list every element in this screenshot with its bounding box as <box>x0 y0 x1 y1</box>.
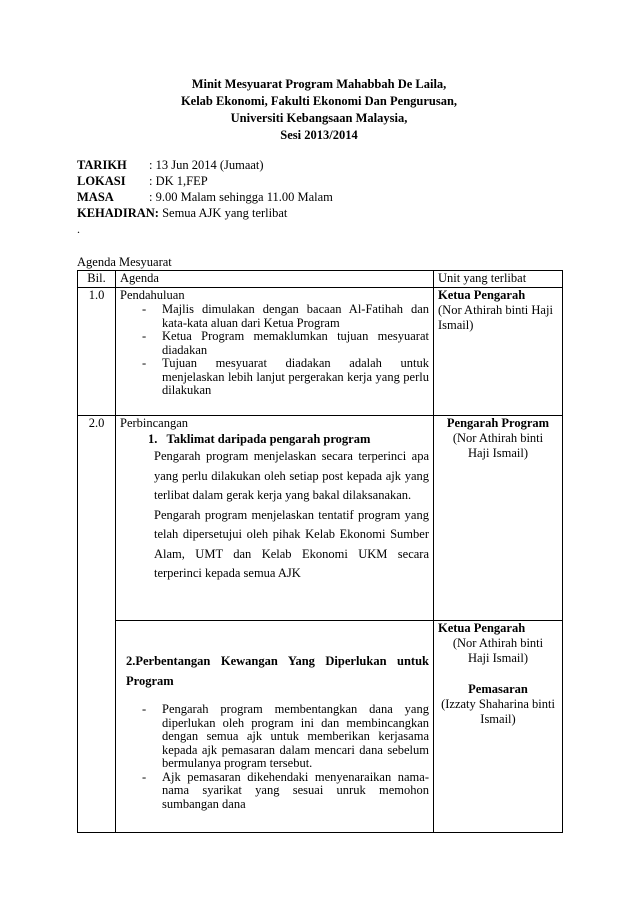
date-row <box>77 157 333 173</box>
row-3-unit-role-1: Ketua Pengarah <box>438 621 526 635</box>
attendance-label: KEHADIRAN: <box>77 206 159 220</box>
date-value: : 13 Jun 2014 (Jumaat) <box>149 158 264 172</box>
row-1-bil: 1.0 <box>78 288 116 416</box>
meeting-details <box>77 157 333 221</box>
row-3-unit-person-2: (Izzaty Shaharina binti Ismail) <box>441 697 555 726</box>
minutes-title <box>0 76 638 144</box>
header-bil: Bil. <box>78 271 116 288</box>
time-row <box>77 189 333 205</box>
row-3-unit-person-1: (Nor Athirah binti Haji Ismail) <box>452 636 544 665</box>
header-unit: Unit yang terlibat <box>434 271 563 288</box>
row-1-list <box>120 303 429 398</box>
agenda-table <box>77 270 563 833</box>
row-2-subtitle: 1. Taklimat daripada pengarah program <box>148 432 371 446</box>
row-3-subtitle: 2.Perbentangan Kewangan Yang Diperlukan untuk Program <box>126 654 429 688</box>
row-3-list <box>120 703 429 811</box>
table-row <box>78 621 563 833</box>
row-1-unit-person: (Nor Athirah binti Haji Ismail) <box>438 303 553 332</box>
list-item: - Tujuan mesyuarat diadakan adalah untuk menjelaskan lebih lanjut pergerakan kerja yang perlu dilakukan <box>142 357 429 398</box>
list-item: - Ajk pemasaran dikehendaki menyenaraikan nama-nama syarikat yang sesuai unruk memohon sumbangan dana <box>142 771 429 812</box>
title-line-1: Minit Mesyuarat Program Mahabbah De Laila, <box>191 77 447 91</box>
row-1-agenda <box>116 288 434 416</box>
row-2-unit-role: Pengarah Program <box>446 416 550 430</box>
table-header-row <box>78 271 563 288</box>
row-3-unit-role-2: Pemasaran <box>468 682 528 696</box>
row-1-title: Pendahuluan <box>120 288 185 302</box>
row-2-agenda <box>116 416 434 621</box>
title-line-2: Kelab Ekonomi, Fakulti Ekonomi Dan Pengurusan, <box>180 94 458 108</box>
list-item: - Ketua Program memaklumkan tujuan mesyuarat diadakan <box>142 330 429 357</box>
location-value: : DK 1,FEP <box>149 174 208 188</box>
row-1-unit-role: Ketua Pengarah <box>438 288 526 302</box>
stray-dot: . <box>77 222 80 236</box>
title-line-4: Sesi 2013/2014 <box>280 128 358 142</box>
list-item: - Pengarah program membentangkan dana yang diperlukan oleh program ini dan membincangkan dengan semua ajk untuk memberikan kerjasama kepada ajk pemasaran dalam mencari dana sebelum bermulanya program tersebut. <box>142 703 429 771</box>
date-label: TARIKH <box>77 158 127 172</box>
attendance-value: Semua AJK yang terlibat <box>158 206 288 220</box>
row-2-bil: 2.0 <box>78 416 116 833</box>
row-3-agenda <box>116 621 434 833</box>
row-2-title: Perbincangan <box>120 416 189 430</box>
attendance-row <box>77 205 333 221</box>
time-value: : 9.00 Malam sehingga 11.00 Malam <box>149 190 333 204</box>
header-agenda: Agenda <box>116 271 434 288</box>
location-row <box>77 173 333 189</box>
agenda-heading: Agenda Mesyuarat <box>77 255 172 269</box>
list-item: - Majlis dimulakan dengan bacaan Al-Fatihah dan kata-kata aluan dari Ketua Program <box>142 303 429 330</box>
row-2-unit-person: (Nor Athirah binti Haji Ismail) <box>452 431 544 460</box>
row-2-paragraph-1: Pengarah program menjelaskan secara terperinci apa yang perlu dilakukan oleh setiap post kepada ajk yang terlibat dalam gerak kerja yang bakal dilaksanakan. <box>154 449 429 502</box>
time-label: MASA <box>77 190 114 204</box>
location-label: LOKASI <box>77 174 126 188</box>
table-row <box>78 416 563 621</box>
row-2-paragraph-2: Pengarah program menjelaskan tentatif program yang telah dipersetujui oleh pihak Kelab Ekonomi Sumber Alam, UMT dan Kelab Ekonomi UKM secara terperinci kepada semua AJK <box>154 507 429 580</box>
row-3-unit <box>434 621 563 833</box>
title-line-3: Universiti Kebangsaan Malaysia, <box>230 111 408 125</box>
row-1-unit <box>434 288 563 416</box>
table-row <box>78 288 563 416</box>
row-2-unit <box>434 416 563 621</box>
